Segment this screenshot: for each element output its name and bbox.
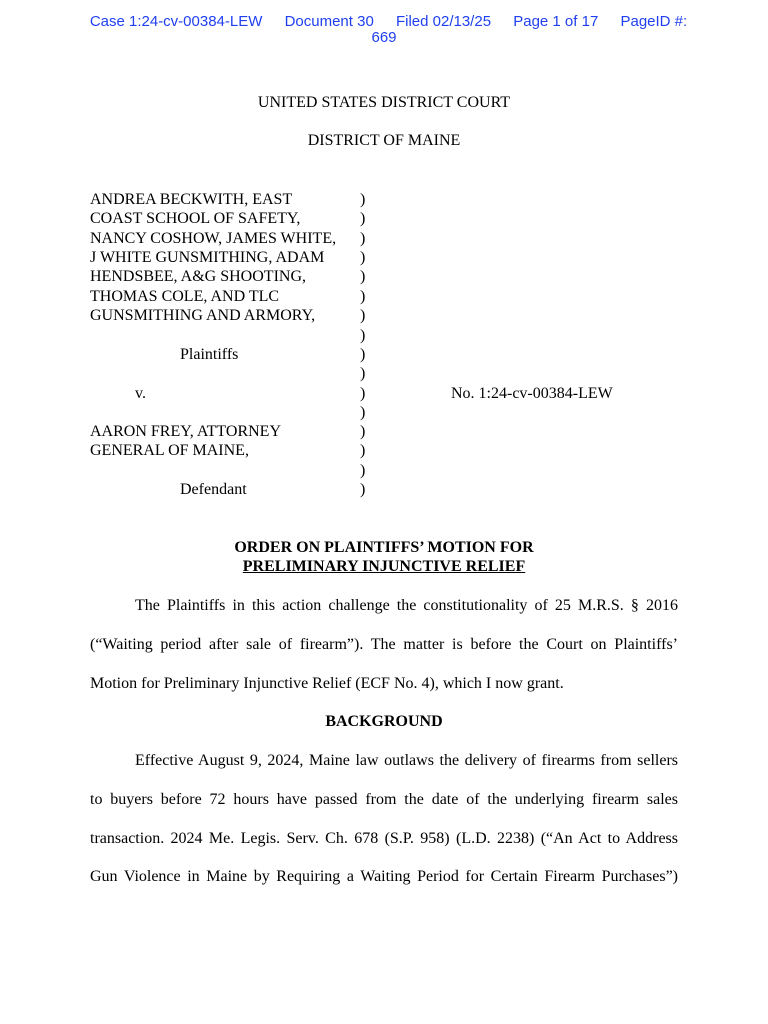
caption-row xyxy=(90,287,650,307)
paragraph-line: (“Waiting period after sale of firearm”). The matter is before the Court on Plaintiffs’ xyxy=(90,636,678,653)
caption-row xyxy=(90,364,650,384)
caption-row xyxy=(90,422,650,442)
paragraph-line: Motion for Preliminary Injunctive Relief (ECF No. 4), which I now grant. xyxy=(90,675,564,692)
caption-row xyxy=(90,306,650,326)
caption-paren: ) xyxy=(360,288,366,305)
caption-row xyxy=(90,190,650,210)
versus-label: v. xyxy=(135,385,146,402)
caption-row xyxy=(90,229,650,249)
defendant-name-line: GENERAL OF MAINE, xyxy=(90,442,249,459)
court-district: DISTRICT OF MAINE xyxy=(307,132,461,149)
caption-paren: ) xyxy=(360,230,366,247)
caption-paren: ) xyxy=(360,346,366,363)
order-title-line-1: ORDER ON PLAINTIFFS’ MOTION FOR xyxy=(234,539,534,556)
caption-paren: ) xyxy=(360,404,366,421)
caption-paren: ) xyxy=(360,462,366,479)
caption-paren: ) xyxy=(360,307,366,324)
document-number-stamp: Document 30 xyxy=(284,13,374,30)
ecf-header-line-1 xyxy=(0,14,768,30)
plaintiff-name-line: THOMAS COLE, AND TLC xyxy=(90,288,280,305)
defendant-label: Defendant xyxy=(180,481,247,498)
plaintiff-name-line: J WHITE GUNSMITHING, ADAM xyxy=(90,249,325,266)
caption-row xyxy=(90,326,650,346)
caption-paren: ) xyxy=(360,191,366,208)
caption-row xyxy=(90,267,650,287)
ecf-header xyxy=(0,14,768,46)
caption-paren: ) xyxy=(360,481,366,498)
caption-row xyxy=(90,461,650,481)
pageid-number: 669 xyxy=(371,29,397,46)
case-number-stamp: Case 1:24-cv-00384-LEW xyxy=(89,13,263,30)
plaintiff-name-line: ANDREA BECKWITH, EAST xyxy=(90,191,293,208)
caption-row xyxy=(90,209,650,229)
caption-row xyxy=(90,384,650,404)
plaintiff-name-line: HENDSBEE, A&G SHOOTING, xyxy=(90,268,306,285)
caption-row xyxy=(90,441,650,461)
defendant-name-line: AARON FREY, ATTORNEY xyxy=(90,423,281,440)
caption-paren: ) xyxy=(360,249,366,266)
caption-paren: ) xyxy=(360,365,366,382)
caption-paren: ) xyxy=(360,442,366,459)
court-name: UNITED STATES DISTRICT COURT xyxy=(257,94,511,111)
plaintiffs-label: Plaintiffs xyxy=(180,346,239,363)
caption-paren: ) xyxy=(360,268,366,285)
caption-row xyxy=(90,248,650,268)
plaintiff-name-line: COAST SCHOOL OF SAFETY, xyxy=(90,210,301,227)
docket-number: No. 1:24-cv-00384-LEW xyxy=(451,385,613,402)
caption-paren: ) xyxy=(360,385,366,402)
page-count-stamp: Page 1 of 17 xyxy=(513,13,599,30)
filed-date-stamp: Filed 02/13/25 xyxy=(395,13,492,30)
paragraph-line: transaction. 2024 Me. Legis. Serv. Ch. 678 (S.P. 958) (L.D. 2238) (“An Act to Address xyxy=(90,830,678,847)
plaintiff-name-line: NANCY COSHOW, JAMES WHITE, xyxy=(90,230,337,247)
order-title-line-2 xyxy=(0,557,768,576)
paragraph-line: Effective August 9, 2024, Maine law outlaws the delivery of firearms from sellers xyxy=(135,752,678,769)
caption-paren: ) xyxy=(360,423,366,440)
caption-paren: ) xyxy=(360,210,366,227)
paragraph-line: The Plaintiffs in this action challenge the constitutionality of 25 M.R.S. § 2016 xyxy=(135,597,678,614)
caption-row xyxy=(90,403,650,423)
caption-row xyxy=(90,345,650,365)
paragraph-line: to buyers before 72 hours have passed from the date of the underlying firearm sales xyxy=(90,791,678,808)
pageid-label: PageID #: xyxy=(620,13,688,30)
order-title-underlined: PRELIMINARY INJUNCTIVE RELIEF xyxy=(242,558,526,575)
plaintiff-name-line: GUNSMITHING AND ARMORY, xyxy=(90,307,316,324)
section-heading-background: BACKGROUND xyxy=(325,713,443,730)
caption-paren: ) xyxy=(360,327,366,344)
caption-row xyxy=(90,480,650,500)
paragraph-line: Gun Violence in Maine by Requiring a Waiting Period for Certain Firearm Purchases”) xyxy=(90,868,678,885)
